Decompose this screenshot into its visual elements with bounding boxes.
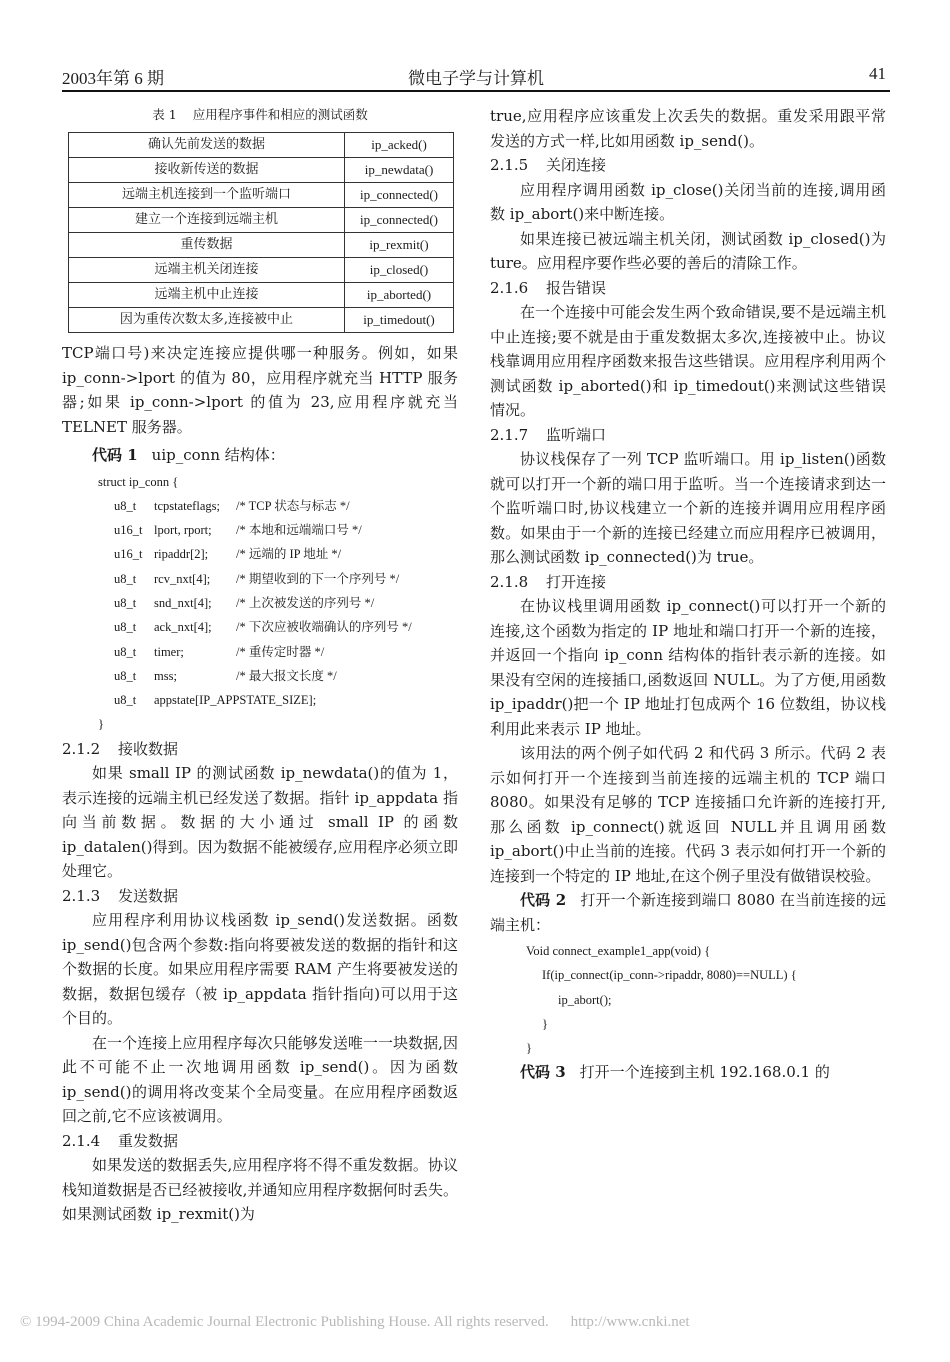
event-cell: 确认先前发送的数据 bbox=[69, 133, 345, 158]
code-line: If(ip_connect(ip_conn->ripaddr, 8080)==NULL) { bbox=[542, 968, 797, 983]
intro-paragraph: TCP端口号)来决定连接应提供哪一种服务。例如，如果 ip_conn->lport 的值为 80，应用程序就充当 HTTP 服务器;如果 ip_conn->lport 的值为 23,应用程序就充当 TELNET 服务器。 bbox=[62, 344, 458, 436]
cnki-url: http://www.cnki.net bbox=[570, 1314, 690, 1330]
code-line: u8_t snd_nxt[4]; /* 上次被发送的序列号 */ bbox=[114, 595, 375, 610]
code-line: } bbox=[526, 1041, 532, 1056]
code3-title: 打开一个连接到主机 192.168.0.1 的 bbox=[579, 1063, 830, 1082]
event-cell: 接收新传送的数据 bbox=[69, 158, 345, 183]
code3-heading bbox=[490, 1060, 886, 1085]
paragraph: 如果 small IP 的测试函数 ip_newdata()的值为 1，表示连接的远端主机已经发送了数据。指针 ip_appdata 指向当前数据。数据的大小通过 small IP 的函数 ip_datalen()得到。因为数据不能被缓存,应用程序必须立即处理它。 bbox=[62, 764, 458, 881]
function-cell: ip_rexmit() bbox=[345, 233, 454, 258]
code-line: u16_t ripaddr[2]; /* 远端的 IP 地址 */ bbox=[114, 547, 342, 562]
section-heading-2-1-8: 2.1.8 打开连接 bbox=[490, 572, 607, 591]
code3-label: 代码 3 bbox=[520, 1063, 566, 1082]
table-row bbox=[69, 233, 454, 258]
table1-caption bbox=[62, 104, 458, 126]
code2-title: 打开一个新连接到端口 8080 在当前连接的远端主机： bbox=[490, 891, 886, 934]
table-row bbox=[69, 158, 454, 183]
section-heading-2-1-5: 2.1.5 关闭连接 bbox=[490, 156, 607, 174]
right-column bbox=[490, 104, 886, 1085]
paragraph: 该用法的两个例子如代码 2 和代码 3 所示。代码 2 表示如何打开一个连接到当前连接的远端主机的 TCP 端口 8080。如果没有足够的 TCP 连接插口允许新的连接打开,那么函数 ip_connect()就返回 NULL并且调用函数 ip_abort()中止当前的连接。代码 3 表示如何打开一个新的连接到一个特定的 IP 地址,在这个例子里没有做错误校验。 bbox=[490, 744, 886, 885]
event-cell: 重传数据 bbox=[69, 233, 345, 258]
code-line: u8_t tcpstateflags; /* TCP 状态与标志 */ bbox=[114, 498, 350, 513]
code1-listing bbox=[62, 470, 458, 737]
code-line: u8_t appstate[IP_APPSTATE_SIZE]; bbox=[114, 693, 317, 708]
event-cell: 建立一个连接到远端主机 bbox=[69, 208, 345, 233]
table-row bbox=[69, 308, 454, 333]
code-line: u8_t rcv_nxt[4]; /* 期望收到的下一个序列号 */ bbox=[114, 571, 400, 586]
journal-title: 微电子学与计算机 bbox=[408, 69, 544, 88]
function-cell: ip_closed() bbox=[345, 258, 454, 283]
left-column bbox=[62, 104, 458, 1227]
paragraph-continued: true,应用程序应该重发上次丢失的数据。重发采用跟平常发送的方式一样,比如用函数 ip_send()。 bbox=[490, 107, 886, 150]
code2-label: 代码 2 bbox=[520, 891, 567, 909]
function-cell: ip_connected() bbox=[345, 208, 454, 233]
table1-title: 应用程序事件和相应的测试函数 bbox=[192, 107, 368, 122]
paragraph: 在协议栈里调用函数 ip_connect()可以打开一个新的连接,这个函数为指定的 IP 地址和端口打开一个新的连接，并返回一个指向 ip_conn 结构体的指针表示新的连接。如果没有空闲的连接插口,函数返回 NULL。为了方便,用函数 ip_ipaddr()把一个 IP 地址打包成两个 16 位数组，协议栈利用此来表示 IP 地址。 bbox=[490, 597, 886, 738]
paragraph: 应用程序调用函数 ip_close()关闭当前的连接,调用函数 ip_abort()来中断连接。 bbox=[490, 180, 886, 223]
running-header bbox=[62, 62, 890, 92]
section-heading-2-1-4: 2.1.4 重发数据 bbox=[62, 1131, 179, 1150]
code1-title: uip_conn 结构体： bbox=[151, 446, 285, 464]
code-line: u8_t ack_nxt[4]; /* 下次应被收端确认的序列号 */ bbox=[114, 620, 412, 635]
paragraph: 如果连接已被远端主机关闭，测试函数 ip_closed()为 ture。应用程序要作些必要的善后的清除工作。 bbox=[490, 229, 886, 272]
function-cell: ip_timedout() bbox=[345, 308, 454, 333]
code-line: Void connect_example1_app(void) { bbox=[526, 944, 711, 958]
code-line: } bbox=[542, 1016, 548, 1031]
table1-label: 表 1 bbox=[152, 107, 177, 122]
page-number: 41 bbox=[869, 64, 886, 83]
event-cell: 远端主机连接到一个监听端口 bbox=[69, 183, 345, 208]
function-cell: ip_newdata() bbox=[345, 158, 454, 183]
section-heading-2-1-2: 2.1.2 接收数据 bbox=[62, 739, 179, 758]
table-row bbox=[69, 258, 454, 283]
function-cell: ip_connected() bbox=[345, 183, 454, 208]
event-cell: 因为重传次数太多,连接被中止 bbox=[69, 308, 345, 333]
function-cell: ip_aborted() bbox=[345, 283, 454, 308]
code-line: u8_t mss; /* 最大报文长度 */ bbox=[114, 668, 337, 683]
section-heading-2-1-6: 2.1.6 报告错误 bbox=[490, 278, 607, 297]
copyright-text: © 1994-2009 China Academic Journal Electronic Publishing House. All rights reserved. bbox=[20, 1314, 549, 1330]
table-row bbox=[69, 283, 454, 308]
event-cell: 远端主机关闭连接 bbox=[69, 258, 345, 283]
code1-heading bbox=[62, 443, 458, 468]
paragraph: 协议栈保存了一列 TCP 监听端口。用 ip_listen()函数就可以打开一个新的端口用于监听。当一个连接请求到达一个监听端口时,协议栈建立一个新的连接并调用应用程序函数。如果由于一个新的连接已经建立而应用程序已被调用，那么测试函数 ip_connected()为 true。 bbox=[490, 450, 886, 566]
code-line: u8_t timer; /* 重传定时器 */ bbox=[114, 644, 325, 659]
event-cell: 远端主机中止连接 bbox=[69, 283, 345, 308]
copyright-footer bbox=[20, 1314, 920, 1331]
code1-label: 代码 1 bbox=[92, 446, 138, 464]
paragraph: 应用程序利用协议栈函数 ip_send()发送数据。函数 ip_send()包含两个参数:指向将要被发送的数据的指针和这个数据的长度。如果应用程序需要 RAM 产生将要被发送的数据，数据包缓存（被 ip_appdata 指针指向)可以用于这个目的。 bbox=[62, 911, 458, 1028]
table-row bbox=[69, 133, 454, 158]
section-heading-2-1-3: 2.1.3 发送数据 bbox=[62, 886, 179, 905]
code-line: u16_t lport, rport; /* 本地和远端端口号 */ bbox=[114, 523, 362, 538]
paragraph: 在一个连接中可能会发生两个致命错误,要不是远端主机中止连接;要不就是由于重发数据太多次,连接被中止。协议栈靠调用应用程序函数来报告这些错误。应用程序利用两个测试函数 ip_aborted()和 ip_timedout()来测试这些错误情况。 bbox=[490, 303, 886, 419]
code-line: struct ip_conn { bbox=[98, 474, 179, 489]
code-line: } bbox=[98, 717, 104, 732]
code2-heading bbox=[490, 888, 886, 937]
function-cell: ip_acked() bbox=[345, 133, 454, 158]
code-line: ip_abort(); bbox=[558, 992, 612, 1007]
table-row bbox=[69, 183, 454, 208]
paragraph: 如果发送的数据丢失,应用程序将不得不重发数据。协议栈知道数据是否已经被接收,并通知应用程序数据何时丢失。如果测试函数 ip_rexmit()为 bbox=[62, 1156, 458, 1224]
table1 bbox=[68, 132, 454, 333]
section-heading-2-1-7: 2.1.7 监听端口 bbox=[490, 425, 607, 444]
issue-label: 2003年第 6 期 bbox=[62, 69, 164, 88]
table-row bbox=[69, 208, 454, 233]
paragraph: 在一个连接上应用程序每次只能够发送唯一一块数据,因此不可能不止一次地调用函数 ip_send()。因为函数 ip_send()的调用将改变某个全局变量。在应用程序函数返回之前,它不应该被调用。 bbox=[62, 1033, 458, 1126]
code2-listing bbox=[490, 939, 886, 1060]
